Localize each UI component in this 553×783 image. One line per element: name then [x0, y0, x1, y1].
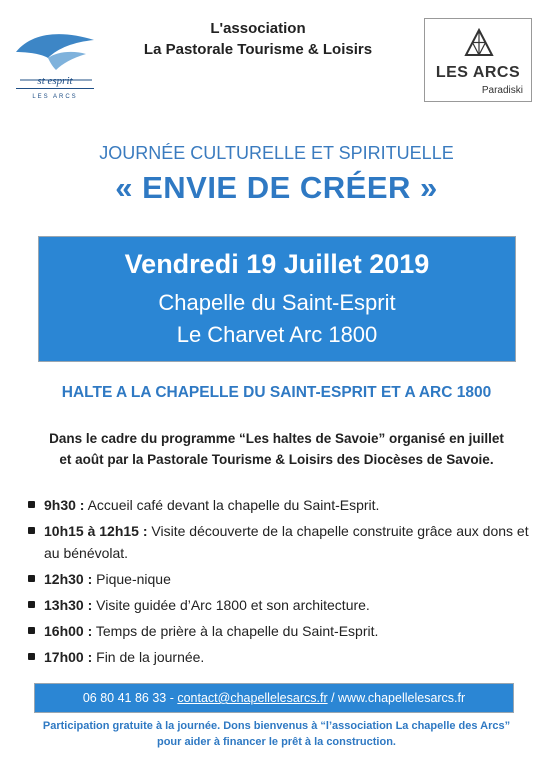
program-item: [24, 520, 534, 564]
event-banner: [38, 236, 516, 362]
contact-separator: /: [327, 691, 339, 705]
paradiski-label: Paradiski: [481, 85, 523, 96]
dove-icon: [12, 22, 98, 102]
program-item: [24, 568, 534, 590]
event-date: Vendredi 19 Juillet 2019: [124, 249, 430, 279]
intro-line-1: Dans le cadre du programme “Les haltes de Savoie” organisé en juillet: [49, 431, 504, 446]
association-header: [108, 18, 408, 60]
program-text: Visite guidée d’Arc 1800 et son architecture.: [92, 597, 370, 613]
contact-bar: [34, 683, 514, 713]
intro-line-2: et août par la Pastorale Tourisme & Loisirs des Diocèses de Savoie.: [59, 452, 494, 467]
footer-line-1: Participation gratuite à la journée. Dons bienvenus à “l’association La chapelle des Arcs”: [42, 720, 511, 732]
program-time: 16h00 :: [44, 623, 93, 639]
program-text: Pique-nique: [92, 571, 171, 587]
footer-note: [14, 718, 539, 750]
program-time: 12h30 :: [44, 571, 93, 587]
program-text: Fin de la journée.: [92, 649, 205, 665]
program-item: [24, 646, 534, 668]
halte-heading: HALTE A LA CHAPELLE DU SAINT-ESPRIT ET A ARC 1800: [61, 384, 492, 401]
event-place-line-1: Chapelle du Saint-Esprit: [158, 290, 396, 315]
mountain-triangle-icon: [463, 27, 495, 59]
event-place-line-2: Le Charvet Arc 1800: [176, 322, 378, 347]
program-item: [24, 594, 534, 616]
association-line-2: La Pastorale Tourisme & Loisirs: [143, 41, 373, 58]
program-text: Visite découverte de la chapelle construite grâce aux dons et au bénévolat.: [44, 523, 529, 561]
st-esprit-logo: [12, 22, 98, 102]
les-arcs-name: LES ARCS: [435, 64, 521, 81]
event-title: « ENVIE DE CRÉER »: [115, 170, 438, 205]
program-time: 9h30 :: [44, 497, 85, 513]
program-item: [24, 494, 534, 516]
svg-text:LES ARCS: LES ARCS: [32, 94, 78, 100]
program-text: Temps de prière à la chapelle du Saint-Esprit.: [92, 623, 379, 639]
email-link[interactable]: contact@chapellelesarcs.fr: [177, 691, 328, 705]
contact-separator: -: [166, 691, 178, 705]
association-line-1: L'association: [210, 20, 306, 37]
program-time: 13h30 :: [44, 597, 93, 613]
program-time: 17h00 :: [44, 649, 93, 665]
svg-text:st esprit: st esprit: [37, 75, 73, 87]
program-text: Accueil café devant la chapelle du Saint-Esprit.: [84, 497, 380, 513]
event-subtitle: JOURNÉE CULTURELLE ET SPIRITUELLE: [99, 143, 454, 163]
phone-number: 06 80 41 86 33: [82, 691, 167, 705]
program-list: [24, 494, 534, 672]
footer-line-2: pour aider à financer le prêt à la construction.: [156, 736, 396, 748]
website-link[interactable]: www.chapellelesarcs.fr: [338, 691, 466, 705]
program-item: [24, 620, 534, 642]
intro-paragraph: [22, 428, 531, 470]
program-time: 10h15 à 12h15 :: [44, 523, 148, 539]
les-arcs-logo: [424, 18, 532, 102]
